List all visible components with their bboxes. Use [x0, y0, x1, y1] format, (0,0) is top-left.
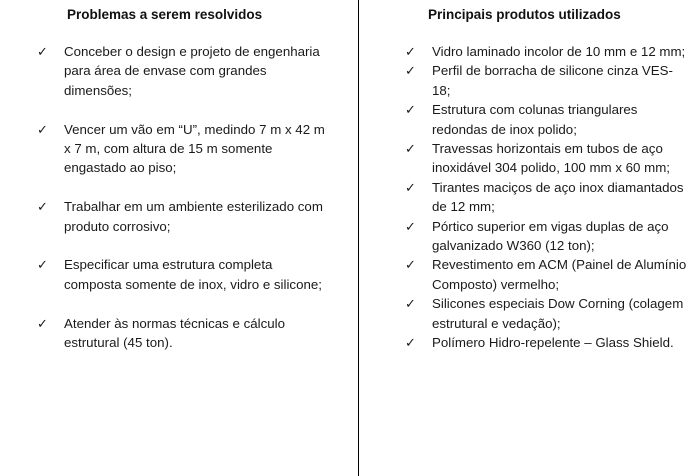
- problem-item: [32, 197, 332, 236]
- product-item-text: Revestimento em ACM (Painel de Alumínio Composto) vermelho;: [432, 257, 687, 292]
- checkmark-icon: ✓: [405, 102, 416, 118]
- product-item: [400, 294, 690, 333]
- problems-heading: Problemas a serem resolvidos: [67, 7, 263, 22]
- problem-item: [32, 255, 332, 294]
- checkmark-icon: ✓: [405, 296, 416, 312]
- problem-item: [32, 120, 332, 178]
- product-item: [400, 333, 690, 352]
- product-item: [400, 61, 690, 100]
- problem-item: [32, 314, 332, 353]
- product-item-text: Silicones especiais Dow Corning (colagem estrutural e vedação);: [432, 296, 684, 331]
- checkmark-icon: ✓: [405, 44, 416, 59]
- product-item: [400, 255, 690, 294]
- problem-item-text: Conceber o design e projeto de engenharia para área de envase com grandes dimensões;: [64, 44, 320, 98]
- problem-item-text: Atender às normas técnicas e cálculo estrutural (45 ton).: [64, 315, 285, 351]
- product-item: [400, 42, 690, 61]
- product-item-text: Polímero Hidro-repelente – Glass Shield.: [432, 335, 674, 351]
- products-list: [400, 42, 690, 353]
- product-item: [400, 100, 690, 139]
- problem-item-text: Especificar uma estrutura completa composta somente de inox, vidro e silicone;: [64, 257, 322, 292]
- product-item-text: Vidro laminado incolor de 10 mm e 12 mm;: [432, 44, 686, 59]
- product-item-text: Tirantes maciços de aço inox diamantados de 12 mm;: [432, 179, 684, 215]
- checkmark-icon: ✓: [405, 257, 416, 273]
- checkmark-icon: ✓: [405, 335, 416, 351]
- product-item: [400, 178, 690, 217]
- checkmark-icon: ✓: [37, 257, 48, 273]
- product-item-text: Estrutura com colunas triangulares redondas de inox polido;: [432, 102, 638, 137]
- product-item-text: Pórtico superior em vigas duplas de aço galvanizado W360 (12 ton);: [432, 218, 669, 254]
- problem-item-text: Vencer um vão em “U”, medindo 7 m x 42 m x 7 m, com altura de 15 m somente engastado ao piso;: [64, 121, 325, 176]
- column-divider: [358, 0, 359, 476]
- checkmark-icon: ✓: [37, 199, 48, 215]
- checkmark-icon: ✓: [405, 141, 416, 157]
- product-item: [400, 139, 690, 178]
- checkmark-icon: ✓: [405, 63, 416, 79]
- problems-list: [32, 42, 332, 372]
- problem-item-text: Trabalhar em um ambiente esterilizado com produto corrosivo;: [64, 199, 323, 234]
- products-heading: Principais produtos utilizados: [428, 7, 621, 22]
- product-item-text: Perfil de borracha de silicone cinza VES-18;: [432, 63, 673, 98]
- checkmark-icon: ✓: [37, 44, 48, 59]
- checkmark-icon: ✓: [37, 121, 48, 137]
- product-item-text: Travessas horizontais em tubos de aço inoxidável 304 polido, 100 mm x 60 mm;: [432, 141, 670, 176]
- checkmark-icon: ✓: [37, 315, 48, 331]
- product-item: [400, 217, 690, 256]
- checkmark-icon: ✓: [405, 179, 416, 195]
- checkmark-icon: ✓: [405, 218, 416, 234]
- problem-item: [32, 42, 332, 100]
